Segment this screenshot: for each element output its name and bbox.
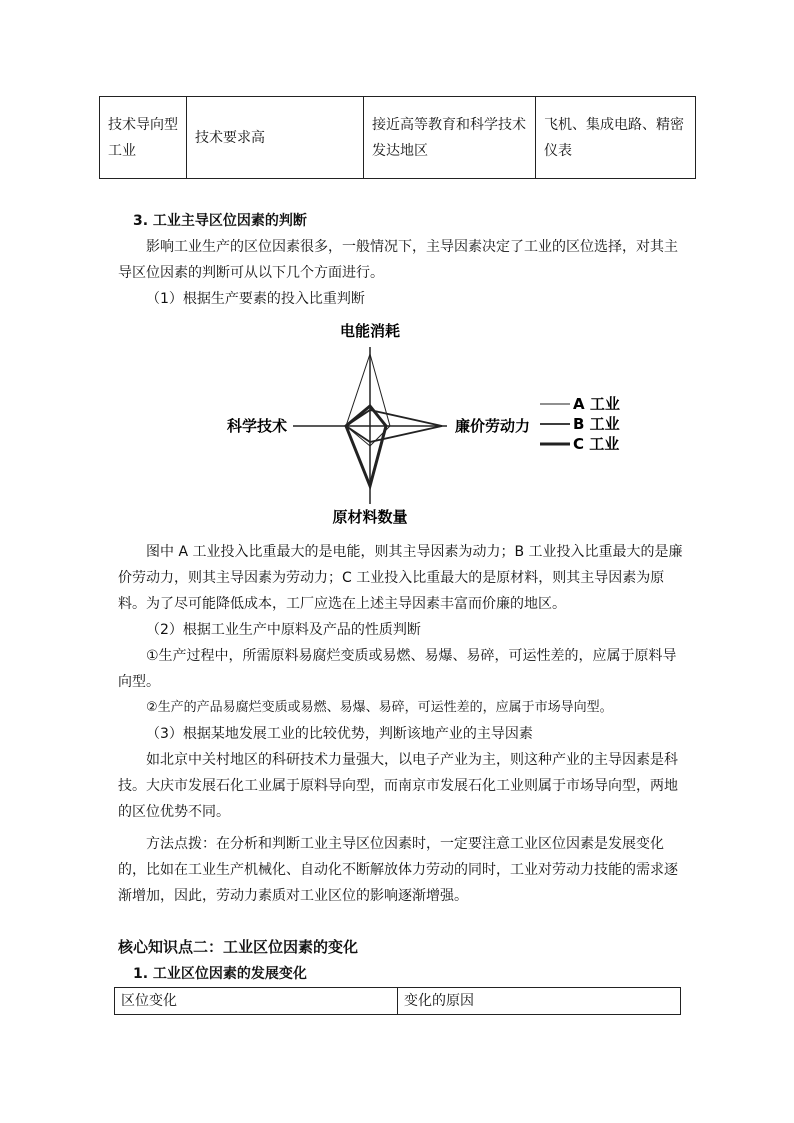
item-2: （2）根据工业生产中原料及产品的性质判断 <box>146 622 421 638</box>
axis-label-right: 廉价劳动力 <box>455 417 531 435</box>
item-2-b: ②生产的产品易腐烂变质或易燃、易爆、易碎，可运性差的，应属于市场导向型。 <box>146 700 613 715</box>
change-table <box>114 987 681 1015</box>
table-cell: 技术导向型工业 <box>100 97 187 179</box>
table-row <box>100 97 696 179</box>
section-heading: 3. 工业主导区位因素的判断 <box>133 213 307 229</box>
table-header: 变化的原因 <box>398 988 681 1015</box>
axis-label-left: 科学技术 <box>226 417 287 435</box>
axis-label-top: 电能消耗 <box>339 322 401 340</box>
table-header-row <box>115 988 681 1015</box>
core-heading: 核心知识点二：工业区位因素的变化 <box>118 938 359 956</box>
series-c-polygon <box>346 406 386 486</box>
item-1: （1）根据生产要素的投入比重判断 <box>146 291 365 307</box>
sub-heading: 1. 工业区位因素的发展变化 <box>133 966 307 982</box>
top-table <box>99 96 696 179</box>
item-2-a: ①生产过程中，所需原料易腐烂变质或易燃、易爆、易碎，可运性差的，应属于原料导向型。 <box>118 648 677 690</box>
legend-b: B 工业 <box>573 415 620 433</box>
chart-explanation: 图中 A 工业投入比重最大的是电能，则其主导因素为动力；B 工业投入比重最大的是廉价劳动力，则其主导因素为劳动力；C 工业投入比重最大的是原材料，则其主导因素为原料。为了尽可能降低成本，工厂应选在上述主导因素丰富而价廉的地区。 <box>118 544 683 612</box>
table-cell: 飞机、集成电路、精密仪表 <box>536 97 696 179</box>
item-3: （3）根据某地发展工业的比较优势，判断该地产业的主导因素 <box>146 726 533 742</box>
legend-a: A 工业 <box>573 395 620 413</box>
legend-c: C 工业 <box>573 435 620 453</box>
intro-paragraph: 影响工业生产的区位因素很多，一般情况下，主导因素决定了工业的区位选择，对其主导区位因素的判断可从以下几个方面进行。 <box>118 239 678 281</box>
item-3-text: 如北京中关村地区的科研技术力量强大，以电子产业为主，则这种产业的主导因素是科技。大庆市发展石化工业属于原料导向型，而南京市发展石化工业则属于市场导向型，两地的区位优势不同。 <box>118 752 678 820</box>
table-cell: 技术要求高 <box>187 97 364 179</box>
table-header: 区位变化 <box>115 988 398 1015</box>
radar-chart <box>215 312 635 528</box>
method-tips: 方法点拨：在分析和判断工业主导区位因素时，一定要注意工业区位因素是发展变化的，比如在工业生产机械化、自动化不断解放体力劳动的同时，工业对劳动力技能的需求逐渐增加，因此，劳动力素质对工业区位的影响逐渐增强。 <box>118 836 678 904</box>
axis-label-bottom: 原材料数量 <box>332 508 408 526</box>
table-cell: 接近高等教育和科学技术发达地区 <box>364 97 536 179</box>
